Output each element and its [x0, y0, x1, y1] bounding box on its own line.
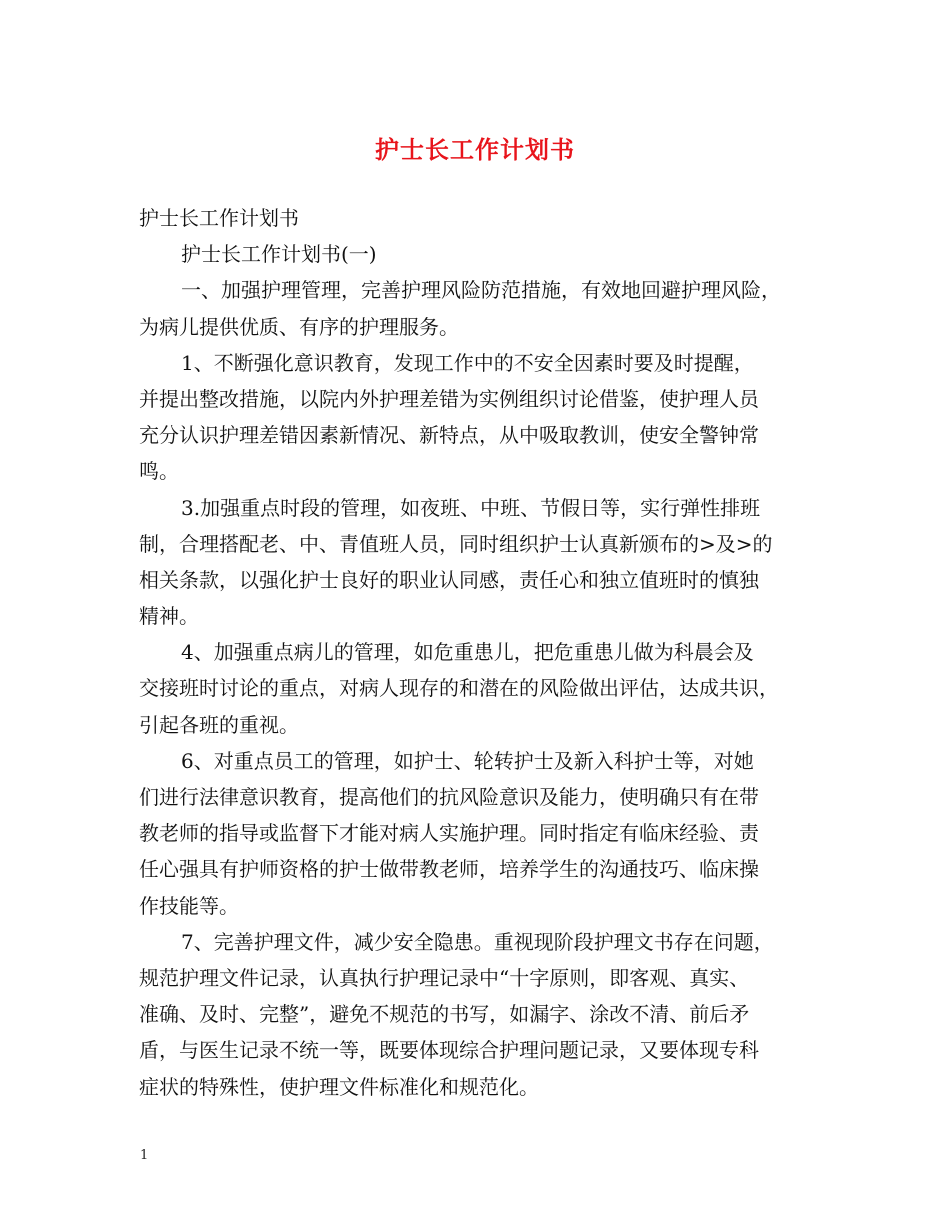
text-line: 为病儿提供优质、有序的护理服务。 [139, 314, 459, 339]
text-line: 并提出整改措施，以院内外护理差错为实例组织讨论借鉴，使护理人员 [139, 386, 759, 411]
page-number: 1 [140, 1148, 149, 1163]
text-line: 精神。 [139, 604, 199, 629]
text-line: 6、对重点员工的管理，如护士、轮转护士及新入科护士等，对她 [181, 748, 754, 773]
text-line: 护士长工作计划书(一) [181, 242, 377, 267]
text-line: 规范护理文件记录，认真执行护理记录中“十字原则，即客观、真实、 [139, 965, 750, 990]
text-line: 教老师的指导或监督下才能对病人实施护理。同时指定有临床经验、责 [139, 821, 759, 846]
text-line: 制，合理搭配老、中、青值班人员，同时组织护士认真新颁布的>及>的 [139, 531, 773, 556]
text-line: 交接班时讨论的重点，对病人现存的和潜在的风险做出评估，达成共识， [139, 676, 779, 701]
text-line: 任心强具有护师资格的护士做带教老师，培养学生的沟通技巧、临床操 [139, 857, 759, 882]
document-body [139, 200, 829, 1105]
text-line: 3.加强重点时段的管理，如夜班、中班、节假日等，实行弹性排班 [181, 495, 761, 520]
document-title: 护士长工作计划书 [375, 135, 575, 164]
text-line: 准确、及时、完整”，避免不规范的书写，如漏字、涂改不清、前后矛 [139, 1002, 750, 1027]
text-line: 4、加强重点病儿的管理，如危重患儿，把危重患儿做为科晨会及 [181, 640, 754, 665]
text-line: 充分认识护理差错因素新情况、新特点，从中吸取教训，使安全警钟常 [139, 423, 759, 448]
text-line: 们进行法律意识教育，提高他们的抗风险意识及能力，使明确只有在带 [139, 785, 759, 809]
text-line: 相关条款，以强化护士良好的职业认同感，责任心和独立值班时的慎独 [139, 567, 759, 592]
text-line: 一、加强护理管理，完善护理风险防范措施，有效地回避护理风险， [181, 278, 781, 303]
text-line: 盾，与医生记录不统一等，既要体现综合护理问题记录，又要体现专科 [139, 1038, 759, 1063]
text-line: 鸣。 [139, 459, 179, 484]
text-line: 作技能等。 [139, 893, 239, 918]
text-line: 7、完善护理文件，减少安全隐患。重视现阶段护理文书存在问题， [181, 929, 774, 954]
text-line: 症状的特殊性，使护理文件标准化和规范化。 [139, 1074, 539, 1099]
text-line: 引起各班的重视。 [139, 712, 299, 737]
text-line: 护士长工作计划书 [139, 206, 299, 230]
text-line: 1、不断强化意识教育，发现工作中的不安全因素时要及时提醒， [181, 350, 754, 375]
